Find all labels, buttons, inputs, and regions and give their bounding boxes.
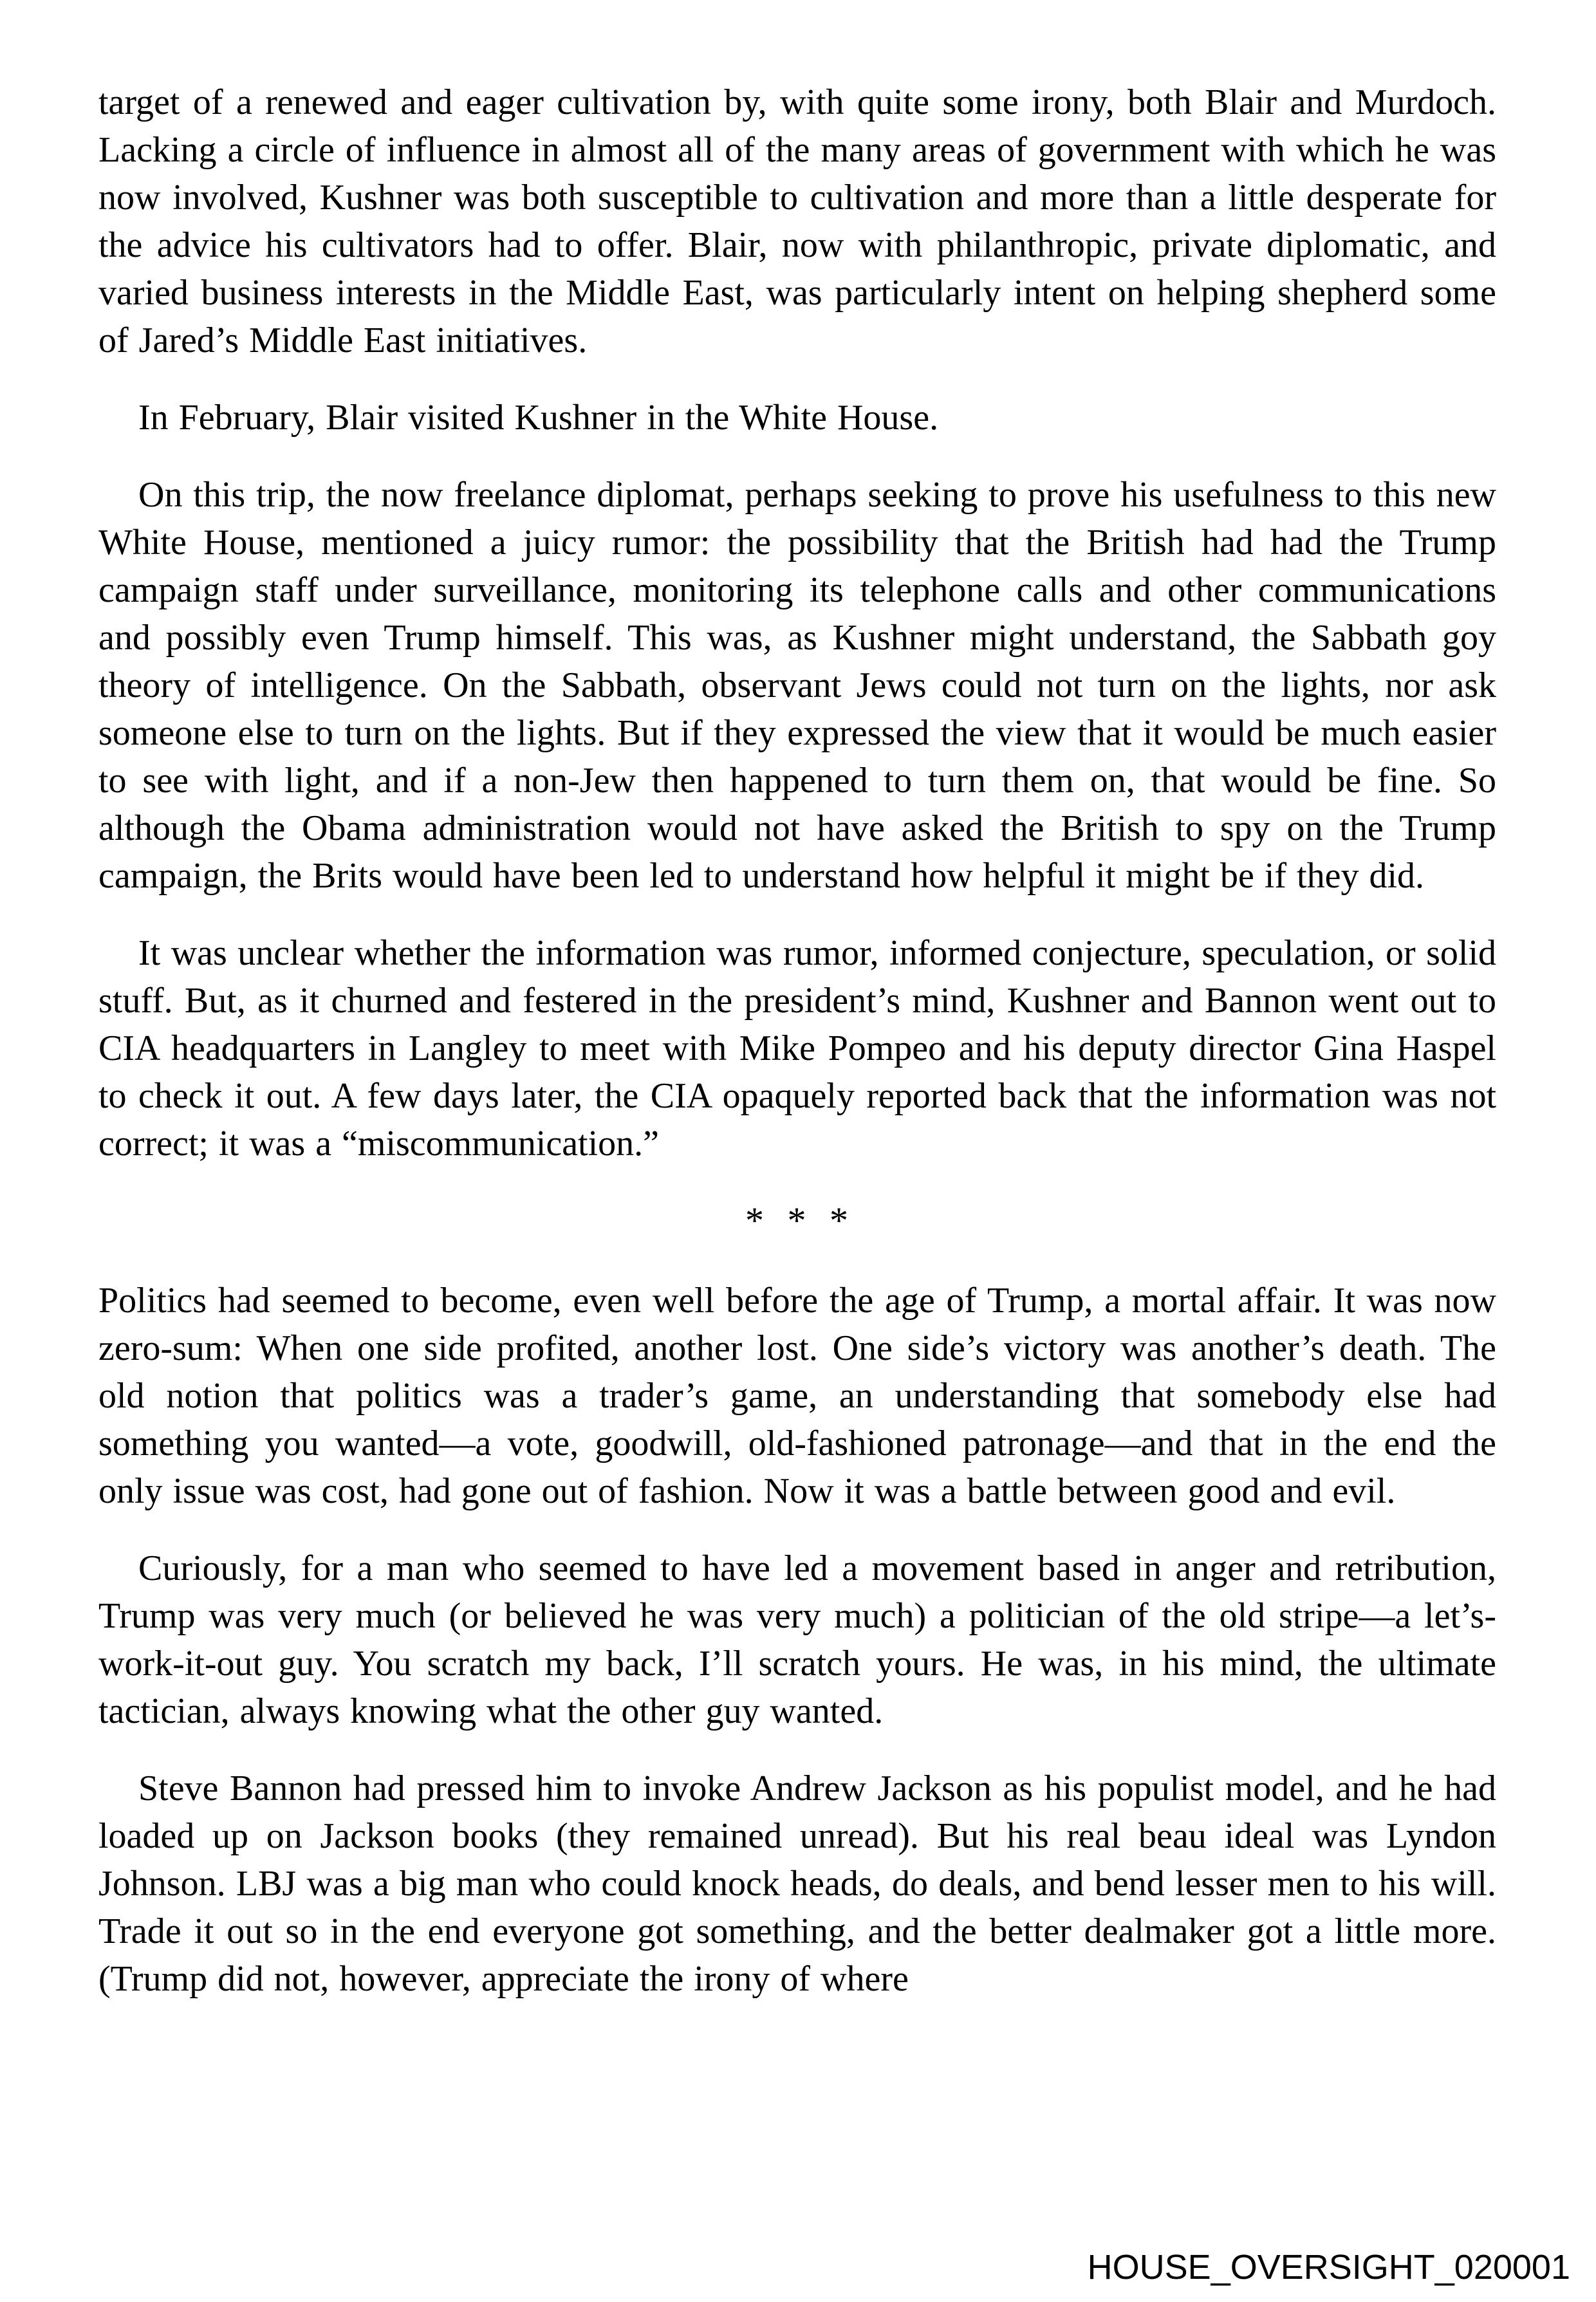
paragraph: It was unclear whether the information was rumor, informed conjecture, speculation, or solid stuff. But, as it churned and festered in the president’s mind, Kushner and Bannon went out to CIA headquarters in Langley to meet with Mike Pompeo and his deputy director Gina Haspel to check it out. A few days later, the CIA opaquely reported back that the information was not correct; it was a “miscommunication.” — [98, 933, 1496, 1164]
section-break: * * * — [745, 1200, 849, 1241]
paragraph: Politics had seemed to become, even well before the age of Trump, a mortal affair. It was now zero-sum: When one side profited, another lost. One side’s victory was another’s death. The old notion that politics was a trader’s game, an understanding that somebody else had something you wanted—a vote, goodwill, old-fashioned patronage—and that in the end the only issue was cost, had gone out of fashion. Now it was a battle between good and evil. — [98, 1281, 1496, 1511]
paragraph: target of a renewed and eager cultivation by, with quite some irony, both Blair and Murdoch. Lacking a circle of influence in almost all of the many areas of government with which he was now involved, Kushner was both susceptible to cultivation and more than a little desperate for the advice his cultivators had to offer. Blair, now with philanthropic, private diplomatic, and varied business interests in the Middle East, was particularly intent on helping shepherd some of Jared’s Middle East initiatives. — [98, 82, 1496, 360]
paragraph: On this trip, the now freelance diplomat, perhaps seeking to prove his usefulness to this new White House, mentioned a juicy rumor: the possibility that the British had had the Trump campaign staff under surveillance, monitoring its telephone calls and other communications and possibly even Trump himself. This was, as Kushner might understand, the Sabbath goy theory of intelligence. On the Sabbath, observant Jews could not turn on the lights, nor ask someone else to turn on the lights. But if they expressed the view that it would be much easier to see with light, and if a non-Jew then happened to turn them on, that would be fine. So although the Obama administration would not have asked the British to spy on the Trump campaign, the Brits would have been led to understand how helpful it might be if they did. — [98, 475, 1496, 896]
body-text — [98, 79, 1496, 2032]
paragraph: Curiously, for a man who seemed to have led a movement based in anger and retribution, Trump was very much (or believed he was very much) a politician of the old stripe—a let’s-work-it-out guy. You scratch my back, I’ll scratch yours. He was, in his mind, the ultimate tactician, always knowing what the other guy wanted. — [98, 1548, 1496, 1731]
paragraph: Steve Bannon had pressed him to invoke Andrew Jackson as his populist model, and he had loaded up on Jackson books (they remained unread). But his real beau ideal was Lyndon Johnson. LBJ was a big man who could knock heads, do deals, and bend lesser men to his will. Trade it out so in the end everyone got something, and the better dealmaker got a little more. (Trump did not, however, appreciate the irony of where — [98, 1768, 1496, 1999]
paragraph: In February, Blair visited Kushner in the White House. — [138, 398, 939, 438]
bates-number: HOUSE_OVERSIGHT_020001 — [1087, 2248, 1570, 2287]
